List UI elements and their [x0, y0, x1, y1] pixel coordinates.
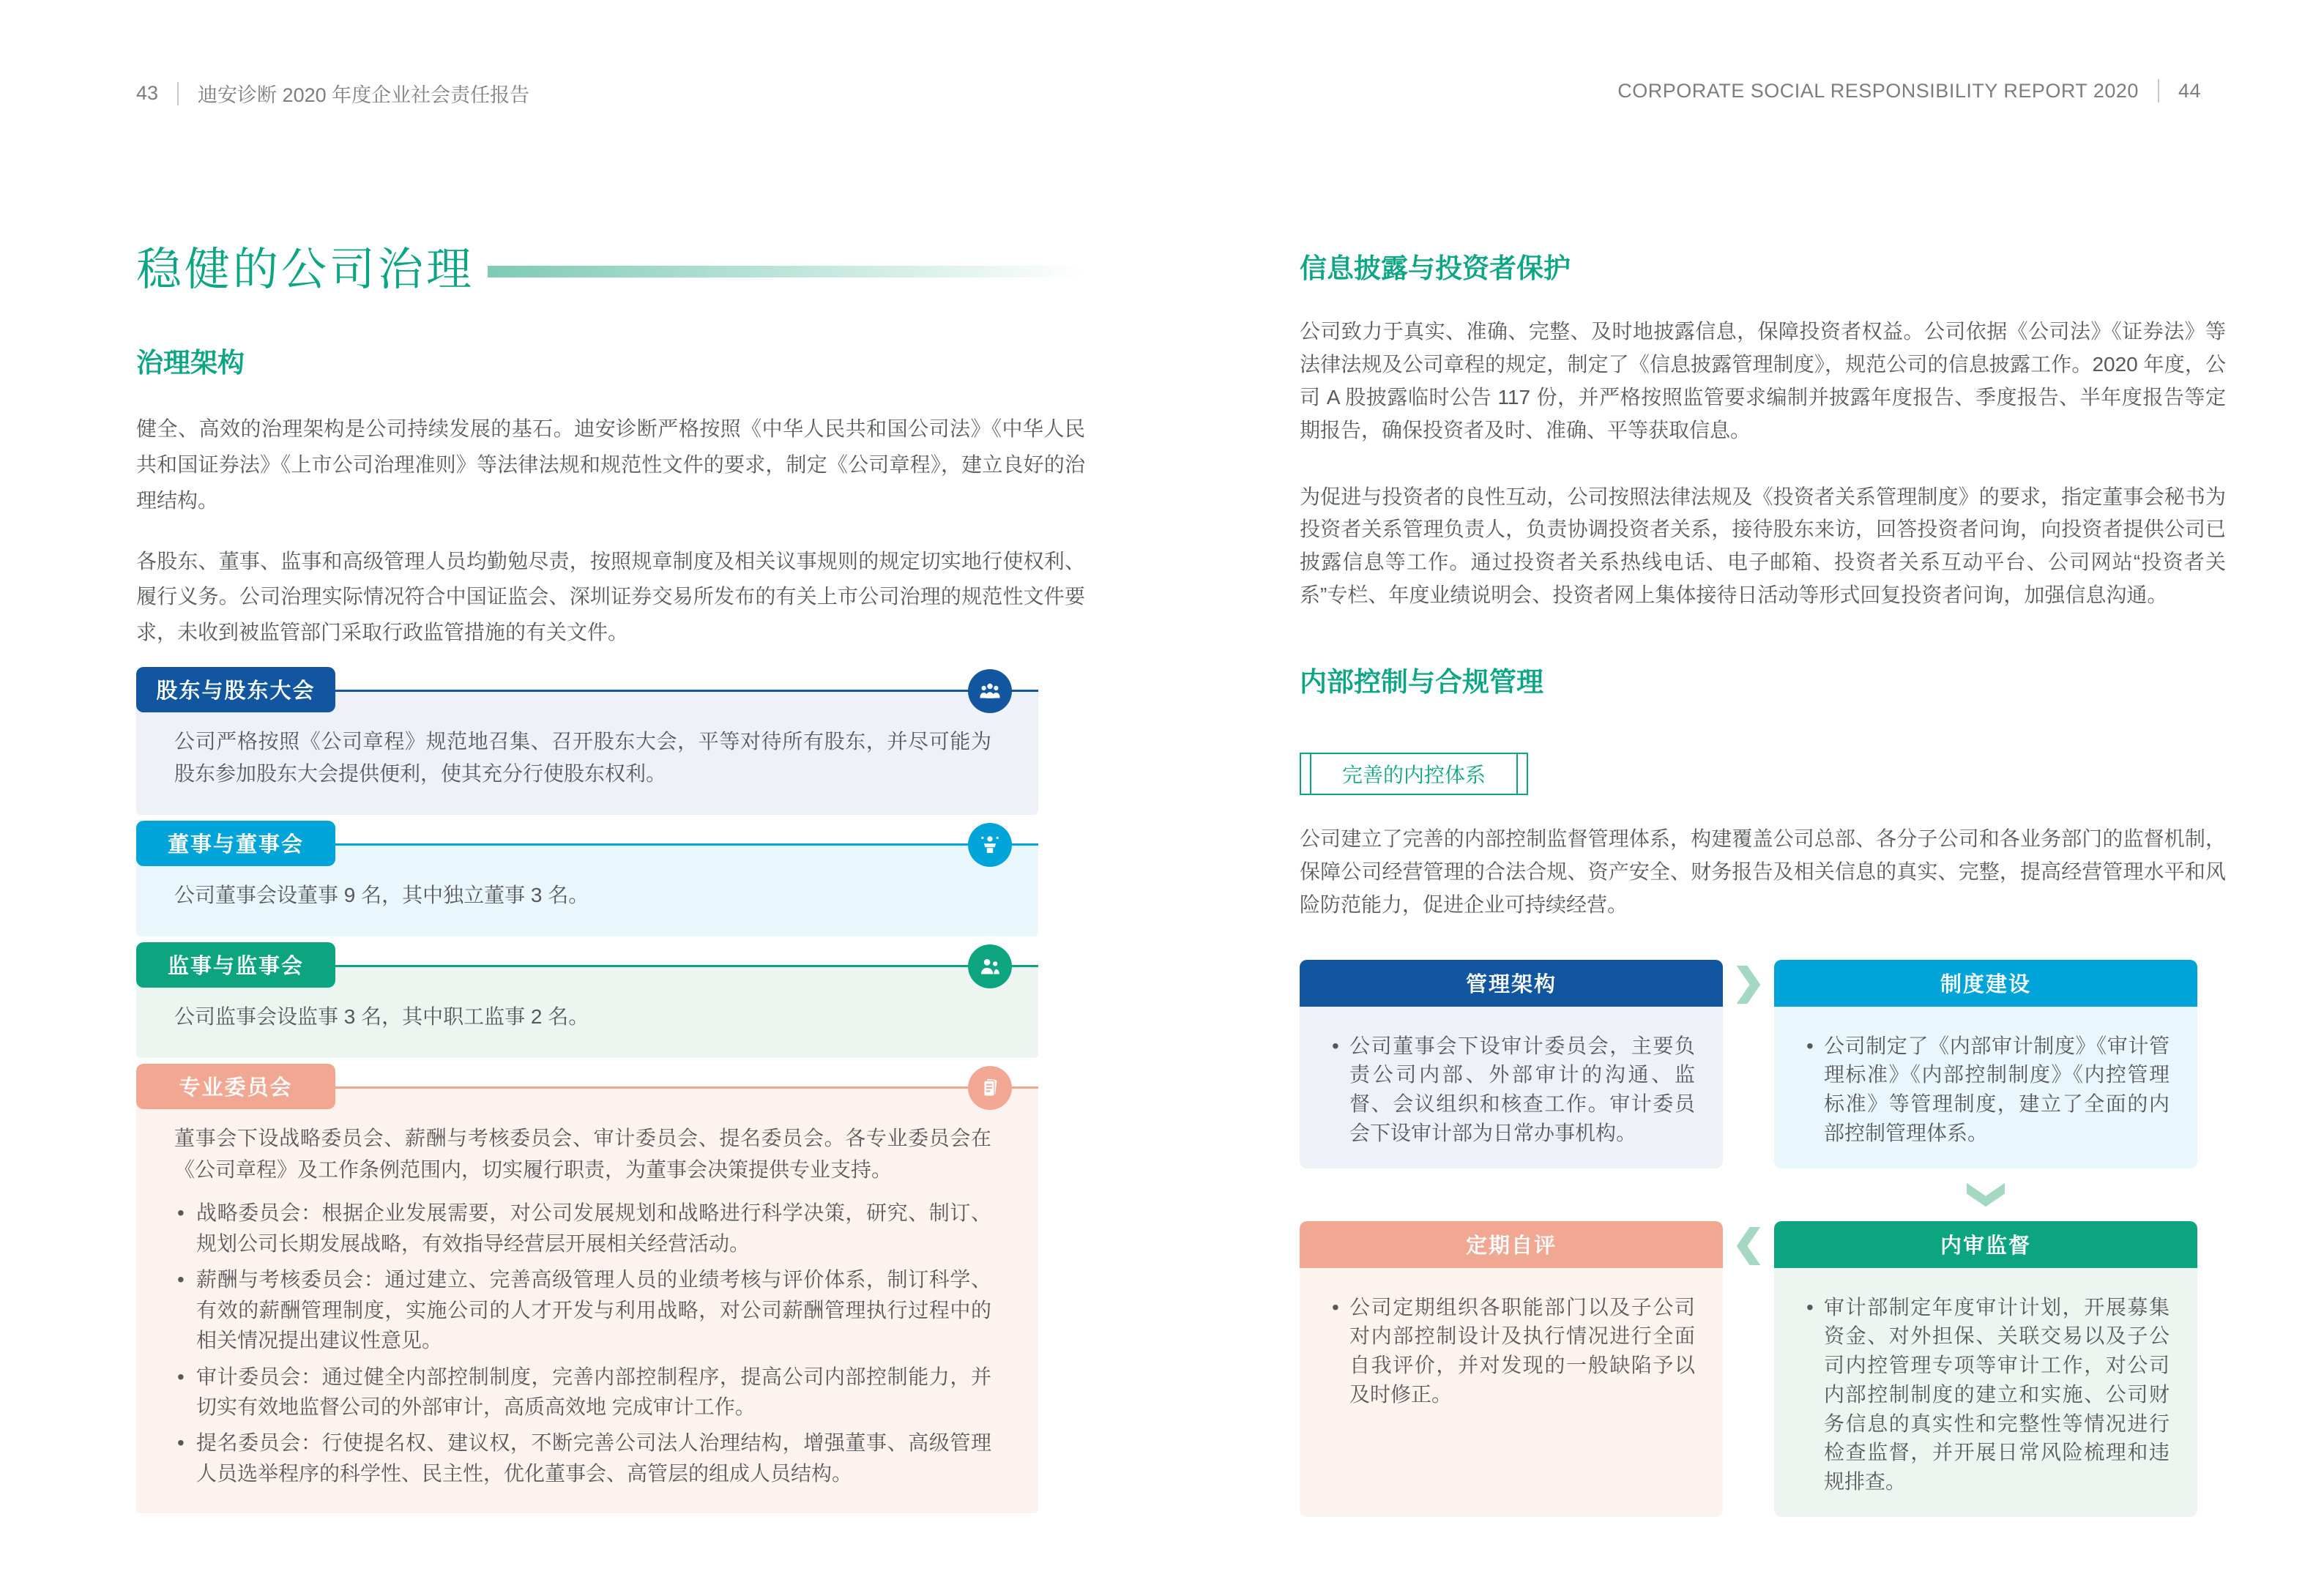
chevron-right-icon [1734, 966, 1763, 1004]
chapter-title: 稳健的公司治理 [136, 245, 475, 295]
internal-control-flow [1300, 960, 2226, 1517]
disclosure-paragraph: 公司致力于真实、准确、完整、及时地披露信息，保障投资者权益。公司依据《公司法》《证券法》等法律法规及公司章程的规定，制定了《信息披露管理制度》，规范公司的信息披露工作。2020 年度，公司 A 股披露临时公告 117 份，并严格按照监管要求编制并披露年度报告、季度报告、半年度报告等定期报告，确保投资者及时、准确、平等获取信息。 [1300, 320, 2226, 441]
governance-paragraph: 各股东、董事、监事和高级管理人员均勤勉尽责，按照规章制度及相关议事规则的规定切实地行使权利、履行义务。公司治理实际情况符合中国证监会、深圳证券交易所发布的有关上市公司治理的规范性文件要求，未收到被监管部门采取行政监管措施的有关文件。 [136, 549, 1085, 644]
grid-spacer [1300, 1168, 1723, 1221]
two-people-icon [968, 944, 1012, 988]
governance-box-shareholders [136, 667, 1038, 815]
internal-control-tag [1300, 753, 1528, 795]
right-page-number: 44 [2178, 79, 2201, 102]
badge-label: 董事与董事会 [167, 833, 304, 857]
right-header-title: CORPORATE SOCIAL RESPONSIBILITY REPORT 2020 [1617, 79, 2139, 102]
badge-board [136, 821, 335, 866]
badge-label: 监事与监事会 [167, 955, 304, 979]
flow-box-self-assessment [1300, 1221, 1723, 1517]
badge-committees [136, 1064, 335, 1109]
chevron-down-icon [1967, 1180, 2005, 1209]
box-text: 公司监事会设监事 3 名，其中职工监事 2 名。 [174, 1004, 589, 1028]
flow-box-header: 定期自评 [1300, 1221, 1723, 1268]
box-body [136, 1086, 1038, 1514]
podium-speaker-icon [968, 823, 1012, 867]
flow-box-text: • 审计部制定年度审计计划，开展募集资金、对外担保、关联交易以及子公司内控管理专项等审计工作，对公司内部控制制度的建立和实施、公司财务信息的真实性和完整性等情况进行检查监督，并开展日常风险梳理和违规排查。 [1805, 1293, 2170, 1496]
arrow-cell [1723, 1221, 1774, 1517]
left-page-number: 43 [136, 82, 159, 104]
people-group-icon [968, 669, 1012, 713]
committee-item-audit: • 审计委员会：通过健全内部控制制度，完善内部控制程序，提高公司内部控制能力，并切实有效地监督公司的外部审计，高质高效地 完成审计工作。 [174, 1362, 991, 1423]
tag-label: 完善的内控体系 [1341, 764, 1486, 787]
grid-spacer [1723, 1168, 1774, 1221]
badge-supervisors [136, 942, 335, 988]
arrow-cell [1723, 960, 1774, 1168]
flow-box-body [1300, 1007, 1723, 1168]
committee-item-compensation: • 薪酬与考核委员会：通过建立、完善高级管理人员的业绩考核与评价体系，制订科学、有效的薪酬管理制度，实施公司的人才开发与利用战略，对公司薪酬管理执行过程中的相关情况提出建议性意见。 [174, 1264, 991, 1355]
flow-box-body [1300, 1268, 1723, 1517]
document-icon [968, 1066, 1012, 1110]
chapter-title-row [136, 247, 1085, 293]
committee-list [174, 1198, 991, 1488]
governance-box-board [136, 821, 1038, 936]
box-text: 公司董事会设董事 9 名，其中独立董事 3 名。 [174, 883, 589, 906]
committee-item-strategy: • 战略委员会：根据企业发展需要，对公司发展规划和战略进行科学决策，研究、制订、规划公司长期发展战略，有效指导经营层开展相关经营活动。 [174, 1198, 991, 1259]
section-heading-governance: 治理架构 [136, 348, 245, 378]
badge-shareholders [136, 667, 335, 712]
governance-paragraph: 健全、高效的治理架构是公司持续发展的基石。迪安诊断严格按照《中华人民共和国公司法》《中华人民共和国证券法》《上市公司治理准则》等法律法规和规范性文件的要求，制定《公司章程》，建立良好的治理结构。 [136, 417, 1085, 512]
box-text: 董事会下设战略委员会、薪酬与考核委员会、审计委员会、提名委员会。各专业委员会在《公司章程》及工作条例范围内，切实履行职责，为董事会决策提供专业支持。 [174, 1126, 991, 1182]
title-gradient-rule [488, 266, 1085, 277]
badge-label: 股东与股东大会 [156, 679, 316, 704]
section-heading-internal-control: 内部控制与合规管理 [1300, 666, 1543, 697]
committee-item-nomination: • 提名委员会：行使提名权、建议权，不断完善公司法人治理结构，增强董事、高级管理人员选举程序的科学性、民主性，优化董事会、高管层的组成人员结构。 [174, 1428, 991, 1488]
section-heading-disclosure: 信息披露与投资者保护 [1300, 253, 1571, 283]
flow-box-text: • 公司制定了《内部审计制度》《审计管理标准》《内部控制制度》《内控管理标准》等管理制度，建立了全面的内部控制管理体系。 [1805, 1032, 2170, 1148]
chevron-left-icon [1734, 1227, 1763, 1265]
flow-box-text: • 公司董事会下设审计委员会，主要负责公司内部、外部审计的沟通、监督、会议组织和核查工作。审计委员会下设审计部为日常办事机构。 [1330, 1032, 1695, 1148]
flow-box-body [1774, 1268, 2197, 1517]
governance-box-committees [136, 1064, 1038, 1514]
flow-box-header: 管理架构 [1300, 960, 1723, 1007]
flow-box-system [1774, 960, 2197, 1168]
right-page [1300, 0, 2226, 1517]
flow-box-header: 制度建设 [1774, 960, 2197, 1007]
flow-box-audit-supervision [1774, 1221, 2197, 1517]
flow-box-management [1300, 960, 1723, 1168]
flow-box-text: • 公司定期组织各职能部门以及子公司对内部控制设计及执行情况进行全面自我评价，并对发现的一般缺陷予以及时修正。 [1330, 1293, 1695, 1409]
flow-box-body [1774, 1007, 2197, 1168]
left-page [136, 0, 1085, 1513]
arrow-cell [1774, 1168, 2197, 1221]
internal-control-paragraph: 公司建立了完善的内部控制监督管理体系，构建覆盖公司总部、各分子公司和各业务部门的监督机制，保障公司经营管理的合法合规、资产安全、财务报告及相关信息的真实、完整，提高经营管理水平和风险防范能力，促进企业可持续经营。 [1300, 827, 2226, 916]
flow-box-header: 内审监督 [1774, 1221, 2197, 1268]
badge-label: 专业委员会 [179, 1076, 293, 1100]
left-header-title: 迪安诊断 2020 年度企业社会责任报告 [198, 84, 530, 106]
box-text: 公司严格按照《公司章程》规范地召集、召开股东大会，平等对待所有股东，并尽可能为股东参加股东大会提供便利，使其充分行使股东权利。 [174, 729, 991, 785]
disclosure-paragraph: 为促进与投资者的良性互动，公司按照法律法规及《投资者关系管理制度》的要求，指定董事会秘书为投资者关系管理负责人，负责协调投资者关系，接待股东来访，回答投资者问询，向投资者提供公司已披露信息等工作。通过投资者关系热线电话、电子邮箱、投资者关系互动平台、公司网站“投资者关系”专栏、年度业绩说明会、投资者网上集体接待日活动等形式回复投资者问询，加强信息沟通。 [1300, 485, 2226, 606]
governance-box-supervisors [136, 942, 1038, 1058]
